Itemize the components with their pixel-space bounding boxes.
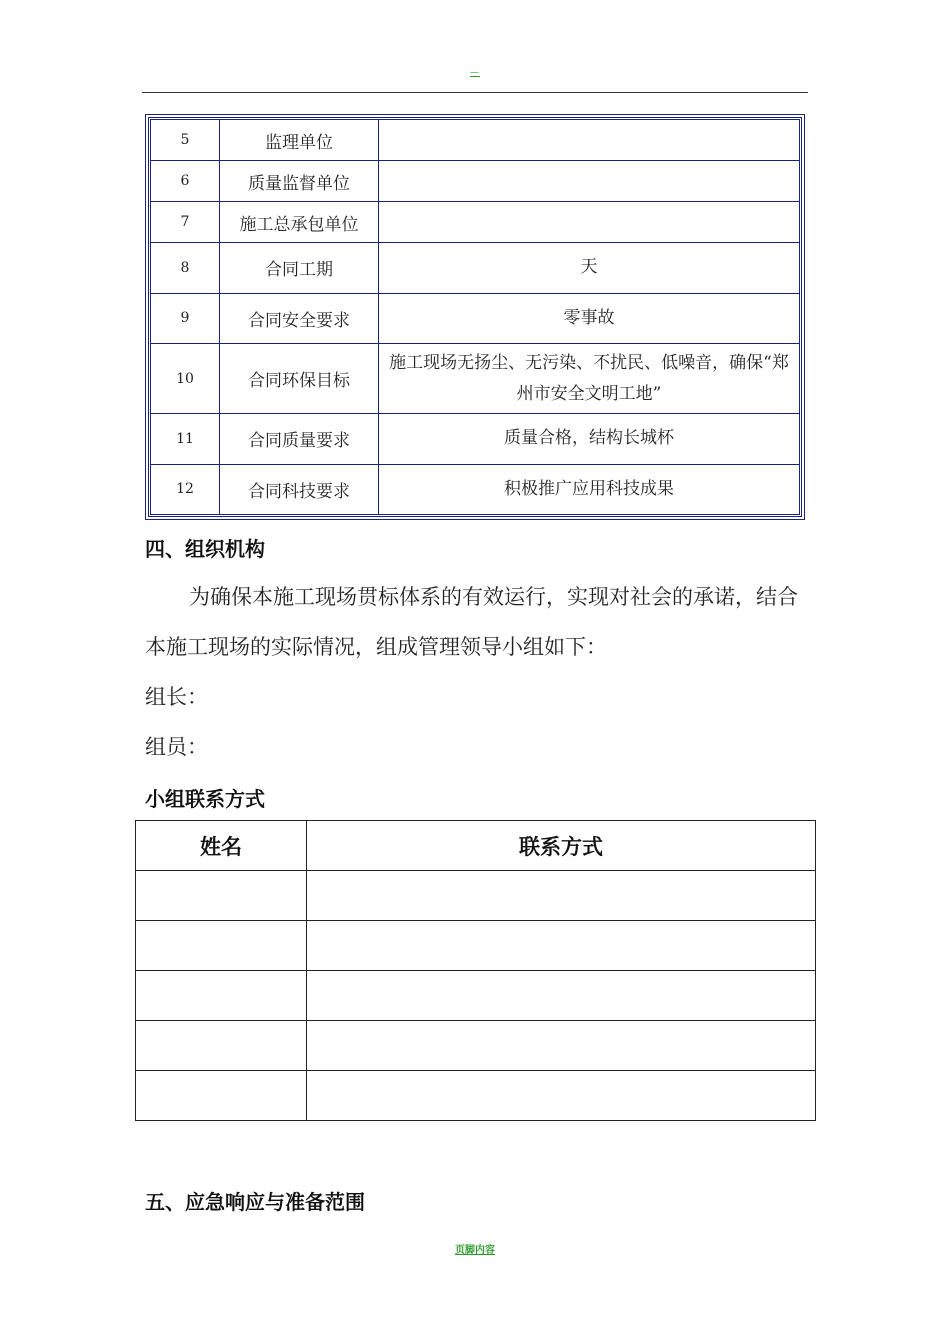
row-label: 合同质量要求 <box>220 414 379 464</box>
table-row <box>151 161 800 202</box>
contact-title: 小组联系方式 <box>145 787 265 811</box>
table-row <box>136 921 816 971</box>
column-header-contact: 联系方式 <box>307 821 816 871</box>
row-label: 合同科技要求 <box>220 464 379 515</box>
row-label: 合同环保目标 <box>220 344 379 414</box>
contact-cell <box>307 1021 816 1071</box>
footer-mark: 页脚内容 <box>455 1245 495 1256</box>
row-number: 7 <box>151 202 220 243</box>
row-number: 8 <box>151 243 220 293</box>
row-value <box>379 120 800 161</box>
row-number: 5 <box>151 120 220 161</box>
contact-cell <box>307 971 816 1021</box>
table-row <box>151 464 800 515</box>
contact-cell <box>307 871 816 921</box>
contact-table <box>135 820 816 1121</box>
section-4-title: 四、组织机构 <box>145 537 265 561</box>
row-value: 施工现场无扬尘、无污染、不扰民、低噪音，确保“郑州市安全文明工地” <box>379 344 800 414</box>
table-row <box>151 344 800 414</box>
name-cell <box>136 1021 307 1071</box>
group-members-label: 组员： <box>145 735 208 759</box>
row-label: 监理单位 <box>220 120 379 161</box>
table-row <box>136 1071 816 1121</box>
row-label: 合同工期 <box>220 243 379 293</box>
table-row <box>151 120 800 161</box>
name-cell <box>136 971 307 1021</box>
section-4-paragraph <box>145 572 810 672</box>
row-label: 合同安全要求 <box>220 293 379 343</box>
name-cell <box>136 921 307 971</box>
paragraph-text: 为确保本施工现场贯标体系的有效运行，实现对社会的承诺，结合本施工现场的实际情况，组成管理领导小组如下： <box>145 585 798 659</box>
table-row <box>151 293 800 343</box>
table-row <box>151 202 800 243</box>
row-value: 质量合格，结构长城杯 <box>379 414 800 464</box>
row-value: 零事故 <box>379 293 800 343</box>
table-header-row <box>136 821 816 871</box>
row-number: 6 <box>151 161 220 202</box>
row-number: 9 <box>151 293 220 343</box>
header-mark: — <box>470 68 480 78</box>
row-value <box>379 202 800 243</box>
row-number: 12 <box>151 464 220 515</box>
info-table <box>150 119 800 515</box>
row-label: 质量监督单位 <box>220 161 379 202</box>
section-5-title: 五、应急响应与准备范围 <box>145 1190 365 1214</box>
table-row <box>136 1021 816 1071</box>
table-row <box>151 243 800 293</box>
row-value: 积极推广应用科技成果 <box>379 464 800 515</box>
table-row <box>151 414 800 464</box>
contact-cell <box>307 921 816 971</box>
row-number: 11 <box>151 414 220 464</box>
group-leader-label: 组长： <box>145 685 208 709</box>
header-rule <box>142 92 808 93</box>
info-table-frame <box>145 114 805 520</box>
table-row <box>136 971 816 1021</box>
table-row <box>136 871 816 921</box>
row-value <box>379 161 800 202</box>
row-value: 天 <box>379 243 800 293</box>
name-cell <box>136 1071 307 1121</box>
row-label: 施工总承包单位 <box>220 202 379 243</box>
contact-cell <box>307 1071 816 1121</box>
row-number: 10 <box>151 344 220 414</box>
name-cell <box>136 871 307 921</box>
column-header-name: 姓名 <box>136 821 307 871</box>
